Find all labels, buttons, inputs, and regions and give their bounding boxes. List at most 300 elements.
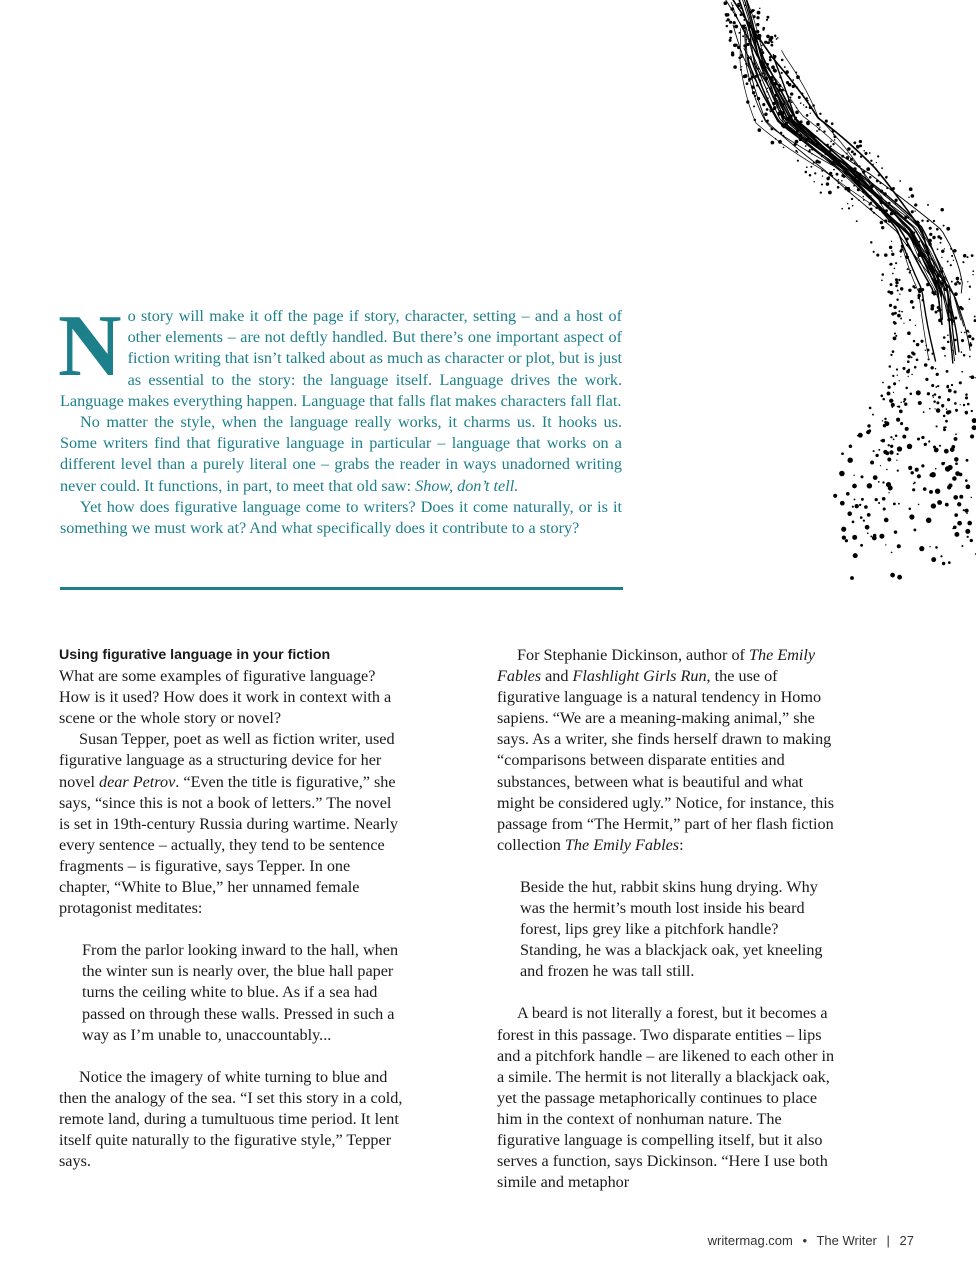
swirl-dot xyxy=(841,180,843,182)
swirl-dot xyxy=(929,408,931,410)
swirl-dot xyxy=(743,44,746,47)
swirl-dot xyxy=(868,429,871,432)
swirl-dot xyxy=(888,220,891,223)
swirl-dot xyxy=(742,35,744,37)
swirl-dot xyxy=(878,502,880,504)
swirl-dot xyxy=(853,141,856,144)
swirl-dot xyxy=(929,233,932,236)
swirl-dot xyxy=(769,59,772,62)
swirl-dot xyxy=(796,86,798,88)
swirl-dot xyxy=(792,113,793,114)
swirl-dot xyxy=(961,339,964,342)
swirl-dot xyxy=(788,99,791,102)
swirl-dot xyxy=(929,227,932,230)
swirl-dot xyxy=(869,181,871,183)
swirl-dot xyxy=(870,461,874,465)
swirl-dot xyxy=(916,358,919,361)
swirl-dot xyxy=(784,66,786,68)
swirl-dot xyxy=(816,142,819,145)
right-paragraph-1-text-b: , the use of figurative language is a natural tendency in Homo sapiens. “We are a meaning-making animal,” she says. As a writer, she finds herself drawn to making “comparisons between disparate entities and substances, between what is beautiful and what might be considered ugly.” Notice, for instance, this passage from “The Hermit,” part of her flash fiction collection xyxy=(497,667,834,854)
swirl-dot xyxy=(794,128,795,129)
swirl-dot xyxy=(959,495,963,499)
swirl-dot xyxy=(846,152,847,153)
swirl-dot xyxy=(961,332,962,333)
swirl-dot xyxy=(831,122,834,125)
swirl-dot xyxy=(952,476,957,481)
swirl-dot xyxy=(786,93,788,95)
swirl-dot xyxy=(921,436,924,439)
swirl-dot xyxy=(890,445,893,448)
swirl-dot xyxy=(796,107,797,108)
swirl-dot xyxy=(903,322,904,323)
swirl-dot xyxy=(863,196,865,198)
swirl-dot xyxy=(931,291,934,294)
swirl-dot xyxy=(727,18,730,21)
swirl-dot xyxy=(889,450,893,454)
swirl-dot xyxy=(885,176,888,179)
swirl-dot xyxy=(954,402,957,405)
swirl-dot xyxy=(911,351,914,354)
swirl-dot xyxy=(857,179,860,182)
swirl-stroke xyxy=(773,55,935,361)
swirl-dot xyxy=(893,439,895,441)
swirl-dot xyxy=(898,503,900,505)
swirl-dot xyxy=(932,395,934,397)
swirl-dot xyxy=(759,40,761,42)
swirl-dot xyxy=(870,208,873,211)
swirl-dot xyxy=(774,82,778,86)
swirl-dot xyxy=(882,420,883,421)
swirl-dot xyxy=(972,418,976,423)
left-paragraph-2 xyxy=(59,729,404,919)
swirl-dot xyxy=(810,166,812,168)
swirl-dot xyxy=(785,122,788,125)
swirl-dot xyxy=(969,356,971,358)
swirl-dot xyxy=(929,546,930,547)
swirl-dot xyxy=(936,228,939,231)
book-title-dear-petrov: dear Petrov xyxy=(99,772,176,791)
swirl-dot xyxy=(943,336,946,339)
swirl-dot xyxy=(766,91,768,93)
swirl-dot xyxy=(748,24,751,27)
swirl-dot xyxy=(863,199,865,201)
swirl-dot xyxy=(952,350,953,351)
swirl-dot xyxy=(762,29,764,31)
swirl-dot xyxy=(960,279,962,281)
swirl-dot xyxy=(869,176,872,179)
swirl-dot xyxy=(773,56,776,59)
swirl-dot xyxy=(792,85,795,88)
swirl-dot xyxy=(927,204,929,206)
swirl-dot xyxy=(948,410,952,414)
swirl-dot xyxy=(945,466,951,472)
intro-section xyxy=(58,298,622,539)
swirl-dot xyxy=(770,110,772,112)
swirl-dot xyxy=(950,248,952,250)
swirl-dot xyxy=(942,347,946,351)
swirl-dot xyxy=(908,376,909,377)
swirl-dot xyxy=(893,502,896,505)
swirl-dot xyxy=(917,474,921,478)
swirl-dot xyxy=(731,53,734,56)
swirl-dot xyxy=(754,95,756,97)
swirl-dot xyxy=(879,534,884,539)
swirl-dot xyxy=(775,101,776,102)
swirl-dot xyxy=(912,306,915,309)
swirl-dot xyxy=(853,185,855,187)
swirl-dot xyxy=(942,562,945,565)
swirl-dot xyxy=(762,103,765,106)
swirl-dot xyxy=(805,171,808,174)
swirl-dot xyxy=(900,256,901,257)
left-paragraph-2-text-b: . “Even the title is figurative,” she says, “since this is not a book of letters.” The novel is set in 19th-century Russia during wartime. Nearly every sentence – actually, they tend to be sentence fragments – is figurative, says Tepper. In one chapter, “White to Blue,” her unnamed female protagonist meditates: xyxy=(59,772,398,918)
swirl-dot xyxy=(863,519,865,521)
swirl-dot xyxy=(757,128,761,132)
swirl-dot xyxy=(862,189,866,193)
swirl-dot xyxy=(885,209,888,212)
swirl-dot xyxy=(760,48,762,50)
swirl-dot xyxy=(892,375,894,377)
swirl-dot xyxy=(773,69,777,73)
swirl-dot xyxy=(971,337,974,340)
swirl-dot xyxy=(831,161,834,164)
intro-paragraph-1-text: o story will make it off the page if story, character, setting – and a host of other elements – are not deftly handled. But there’s one important aspect of fiction writing that isn’t talked about as much as character or plot, but is just as essential to the story: the language itself. Language drives the work. Language makes everything happen. Language that falls flat makes characters fall flat. xyxy=(60,307,622,410)
swirl-dot xyxy=(865,154,867,156)
swirl-dot xyxy=(795,140,799,144)
swirl-dot xyxy=(911,374,912,375)
swirl-dot xyxy=(799,134,802,137)
swirl-dot xyxy=(892,350,895,353)
swirl-dot xyxy=(909,187,913,191)
swirl-dot xyxy=(943,426,945,428)
swirl-dot xyxy=(972,274,973,275)
swirl-dot xyxy=(902,435,906,439)
swirl-dot xyxy=(781,89,784,92)
swirl-dot xyxy=(889,264,891,266)
swirl-dot xyxy=(858,199,860,201)
swirl-dot xyxy=(895,435,898,438)
swirl-dot xyxy=(936,425,938,427)
swirl-dot xyxy=(937,500,942,505)
swirl-dot xyxy=(941,279,943,281)
swirl-dot xyxy=(928,243,931,246)
swirl-dot xyxy=(931,384,934,387)
swirl-dot xyxy=(941,347,942,348)
swirl-dot xyxy=(761,45,763,47)
swirl-dot xyxy=(831,175,833,177)
swirl-dot xyxy=(931,353,933,355)
swirl-dot xyxy=(805,145,807,147)
swirl-dot xyxy=(944,276,946,278)
swirl-dot xyxy=(974,316,976,318)
swirl-dot xyxy=(828,191,832,195)
swirl-dot xyxy=(893,306,896,309)
swirl-dot xyxy=(784,102,785,103)
swirl-dot xyxy=(766,63,769,66)
swirl-dot xyxy=(929,490,933,494)
swirl-dot xyxy=(916,390,921,395)
swirl-dot xyxy=(913,340,915,342)
swirl-dot xyxy=(847,189,850,192)
swirl-dot xyxy=(873,251,875,253)
swirl-dot xyxy=(858,165,860,167)
swirl-dot xyxy=(747,57,750,60)
swirl-dot xyxy=(971,497,973,499)
swirl-dot xyxy=(734,14,737,17)
swirl-dot xyxy=(767,97,769,99)
swirl-dot xyxy=(761,120,763,122)
book-title-flashlight-girls-run: Flashlight Girls Run xyxy=(572,667,707,686)
swirl-dot xyxy=(887,386,890,389)
swirl-dot xyxy=(813,135,816,138)
swirl-dot xyxy=(795,150,797,152)
swirl-dot xyxy=(897,575,902,580)
swirl-dot xyxy=(762,66,765,69)
swirl-dot xyxy=(760,74,762,76)
swirl-dot xyxy=(857,188,860,191)
swirl-dot xyxy=(882,497,886,501)
swirl-dot xyxy=(878,174,880,176)
swirl-dot xyxy=(748,29,750,31)
swirl-dot xyxy=(910,270,912,272)
intro-paragraph-2-text: No matter the style, when the language really works, it charms us. It hooks us. Some writers find that figurative language in particular – language that works on a different level than a purely literal one – grabs the reader in ways unadorned writing never could. It functions, in part, to meet that old saw: xyxy=(60,413,622,495)
swirl-dot xyxy=(935,468,937,470)
swirl-dot xyxy=(944,355,946,357)
swirl-dot xyxy=(898,310,900,312)
swirl-dot xyxy=(959,381,962,384)
swirl-dot xyxy=(910,471,913,474)
swirl-dot xyxy=(833,169,835,171)
swirl-dot xyxy=(789,114,793,118)
swirl-dot xyxy=(900,402,901,403)
book-title-emily-fables-2: The Emily Fables xyxy=(564,835,680,854)
swirl-dot xyxy=(845,539,848,542)
swirl-dot xyxy=(889,246,893,250)
swirl-dot xyxy=(891,312,894,315)
swirl-dot xyxy=(849,445,853,449)
swirl-dot xyxy=(873,212,875,214)
swirl-dot xyxy=(772,79,774,81)
swirl-dot xyxy=(797,160,799,162)
swirl-dot xyxy=(739,57,740,58)
swirl-dot xyxy=(869,152,871,154)
swirl-dot xyxy=(880,465,881,466)
swirl-dot xyxy=(848,207,850,209)
swirl-dot xyxy=(870,190,873,193)
swirl-dot xyxy=(890,188,893,191)
swirl-dot xyxy=(841,155,844,158)
swirl-dot xyxy=(884,518,889,523)
swirl-dot xyxy=(965,393,968,396)
swirl-dot xyxy=(839,471,845,477)
swirl-dot xyxy=(889,399,893,403)
swirl-dot xyxy=(963,509,965,511)
swirl-dot xyxy=(882,398,885,401)
swirl-dot xyxy=(877,155,879,157)
swirl-dot xyxy=(878,449,880,451)
swirl-dot xyxy=(851,150,854,153)
swirl-dot xyxy=(965,412,968,415)
swirl-dot xyxy=(759,80,761,82)
swirl-dot xyxy=(887,290,890,293)
swirl-dot xyxy=(950,264,952,266)
swirl-dot xyxy=(831,157,833,159)
swirl-dot xyxy=(880,440,882,442)
swirl-dot xyxy=(858,433,863,438)
swirl-dot xyxy=(953,525,957,529)
right-paragraph-2: A beard is not literally a forest, but it becomes a forest in this passage. Two disparate entities – lips and a pitchfork handle – are likened to each other in a simile. The hermit is not literally a blackjack oak, yet the passage metaphorically continues to place him in the context of nonhuman nature. The figurative language is compelling itself, but it also serves a function, says Dickinson. “Here I use both simile and metaphor xyxy=(497,1004,835,1192)
swirl-dot xyxy=(925,378,928,381)
swirl-dot xyxy=(729,39,732,42)
swirl-dot xyxy=(908,466,912,470)
swirl-dot xyxy=(830,141,832,143)
swirl-dot xyxy=(778,84,781,87)
swirl-dot xyxy=(850,576,854,580)
swirl-dot xyxy=(768,68,770,70)
swirl-dot xyxy=(811,148,813,150)
swirl-dot xyxy=(859,145,862,148)
swirl-dot xyxy=(852,169,855,172)
swirl-dot xyxy=(918,290,921,293)
swirl-dot xyxy=(853,153,856,156)
swirl-dot xyxy=(947,318,951,322)
swirl-dot xyxy=(894,268,896,270)
swirl-dot xyxy=(867,483,872,488)
swirl-dot xyxy=(745,63,747,65)
swirl-dot xyxy=(891,403,895,407)
swirl-dot xyxy=(944,248,945,249)
swirl-dot xyxy=(931,503,936,508)
swirl-dot xyxy=(951,281,953,283)
swirl-dot xyxy=(867,513,871,517)
swirl-dot xyxy=(891,253,894,256)
swirl-dot xyxy=(880,201,883,204)
swirl-dot xyxy=(766,16,769,19)
swirl-dot xyxy=(847,147,851,151)
swirl-dot xyxy=(957,521,962,526)
swirl-dot xyxy=(890,354,892,356)
swirl-dot xyxy=(746,82,749,85)
swirl-dot xyxy=(781,72,783,74)
swirl-dot xyxy=(890,283,893,286)
swirl-dot xyxy=(838,179,840,181)
swirl-dot xyxy=(782,124,786,128)
swirl-dot xyxy=(954,457,959,462)
swirl-dot xyxy=(860,544,863,547)
swirl-dot xyxy=(895,278,898,281)
swirl-dot xyxy=(791,101,793,103)
swirl-dot xyxy=(828,176,830,178)
swirl-dot xyxy=(744,4,746,6)
section-divider xyxy=(60,587,623,590)
swirl-dot xyxy=(867,424,870,427)
swirl-dot xyxy=(954,390,957,393)
swirl-dot xyxy=(883,424,887,428)
swirl-dot xyxy=(869,407,872,410)
swirl-dot xyxy=(783,135,785,137)
swirl-dot xyxy=(769,38,773,42)
swirl-dot xyxy=(806,97,808,99)
swirl-dot xyxy=(927,392,930,395)
swirl-dot xyxy=(946,227,950,231)
swirl-dot xyxy=(936,408,940,412)
swirl-dot xyxy=(934,448,939,453)
right-paragraph-1-end: : xyxy=(679,835,684,854)
swirl-dot xyxy=(762,72,764,74)
swirl-dot xyxy=(959,473,963,477)
swirl-dot xyxy=(749,38,752,41)
swirl-dot xyxy=(880,189,883,192)
swirl-dot xyxy=(896,298,898,300)
swirl-dot xyxy=(757,11,761,15)
swirl-dot xyxy=(733,21,736,24)
swirl-dot xyxy=(735,44,738,47)
swirl-dot xyxy=(858,173,861,176)
swirl-dot xyxy=(776,38,778,40)
swirl-dot xyxy=(832,130,835,133)
swirl-dot xyxy=(895,335,897,337)
swirl-dot xyxy=(937,385,939,387)
swirl-dot xyxy=(808,130,810,132)
swirl-dot xyxy=(771,65,775,69)
swirl-dot xyxy=(947,334,949,336)
swirl-dot xyxy=(928,441,930,443)
swirl-stroke xyxy=(739,0,941,297)
swirl-dot xyxy=(895,203,896,204)
swirl-dot xyxy=(732,5,733,6)
swirl-dot xyxy=(795,72,797,74)
swirl-dot xyxy=(751,76,754,79)
swirl-dot xyxy=(969,343,972,346)
swirl-dot xyxy=(888,202,891,205)
swirl-dot xyxy=(898,279,900,281)
swirl-dot xyxy=(822,175,823,176)
swirl-dot xyxy=(816,123,819,126)
swirl-dot xyxy=(872,414,874,416)
swirl-dot xyxy=(880,394,883,397)
swirl-dot xyxy=(942,267,944,269)
swirl-dot xyxy=(936,373,939,376)
swirl-dot xyxy=(853,553,858,558)
swirl-dot xyxy=(795,110,799,114)
swirl-dot xyxy=(914,210,915,211)
swirl-dot xyxy=(946,385,949,388)
swirl-dot xyxy=(801,92,803,94)
swirl-dot xyxy=(802,137,803,138)
swirl-dot xyxy=(915,325,916,326)
swirl-dot xyxy=(796,129,798,131)
swirl-dot xyxy=(907,360,910,363)
swirl-dot xyxy=(899,250,902,253)
swirl-dot xyxy=(882,382,884,384)
swirl-dot xyxy=(934,393,937,396)
swirl-dot xyxy=(972,270,974,272)
swirl-dot xyxy=(894,332,896,334)
swirl-dot xyxy=(944,449,949,454)
swirl-dot xyxy=(851,168,853,170)
page-footer xyxy=(708,1233,914,1248)
swirl-dot xyxy=(896,418,900,422)
swirl-dot xyxy=(803,104,804,105)
swirl-dot xyxy=(905,427,909,431)
swirl-dot xyxy=(916,221,919,224)
swirl-dot xyxy=(887,458,891,462)
swirl-dot xyxy=(758,34,761,37)
swirl-dot xyxy=(766,108,769,111)
swirl-dot xyxy=(955,462,958,465)
swirl-dot xyxy=(967,536,969,538)
swirl-dot xyxy=(971,254,974,257)
